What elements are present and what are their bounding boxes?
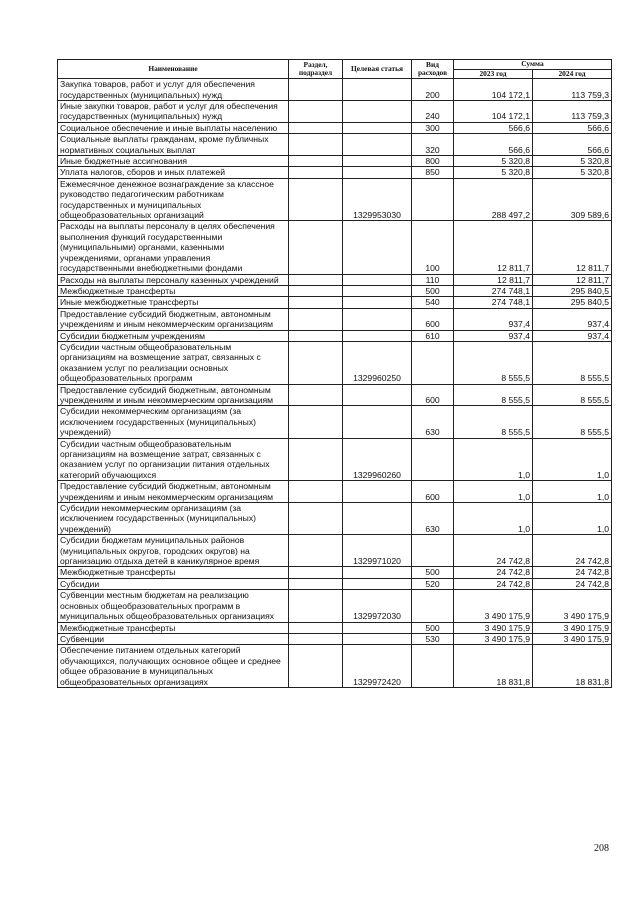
table-row [58, 167, 612, 178]
cell-section [289, 101, 343, 123]
cell-v2023: 3 490 175,9 [454, 590, 533, 622]
cell-name: Субсидии частным общеобразовательным организациям на возмещение затрат, связанных с оказанием услуг по организации питания отдельных категорий обучающихся [58, 438, 289, 481]
cell-target [343, 622, 412, 633]
table-row [58, 503, 612, 535]
table-row [58, 330, 612, 341]
table-row [58, 622, 612, 633]
table-row [58, 156, 612, 167]
cell-name: Субсидии некоммерческим организациям (за исключением государственных (муниципальных) учреждений) [58, 406, 289, 438]
cell-section [289, 341, 343, 384]
header-row [58, 60, 612, 70]
table-row [58, 134, 612, 156]
cell-v2023: 24 742,8 [454, 567, 533, 578]
cell-v2023: 1,0 [454, 503, 533, 535]
cell-v2023: 104 172,1 [454, 79, 533, 101]
cell-type [412, 178, 454, 221]
header-2023: 2023 год [454, 69, 533, 79]
cell-type: 320 [412, 134, 454, 156]
cell-v2024: 5 320,8 [533, 167, 612, 178]
cell-name: Субсидии [58, 578, 289, 589]
table-body [58, 79, 612, 688]
cell-v2024: 12 811,7 [533, 221, 612, 274]
cell-type: 630 [412, 503, 454, 535]
cell-type: 300 [412, 122, 454, 133]
cell-v2023: 5 320,8 [454, 167, 533, 178]
cell-type: 200 [412, 79, 454, 101]
cell-v2023: 12 811,7 [454, 221, 533, 274]
cell-target [343, 285, 412, 296]
cell-v2024: 24 742,8 [533, 567, 612, 578]
cell-v2024: 24 742,8 [533, 535, 612, 567]
cell-section [289, 221, 343, 274]
cell-v2024: 937,4 [533, 308, 612, 330]
cell-v2024: 8 555,5 [533, 341, 612, 384]
cell-v2024: 24 742,8 [533, 578, 612, 589]
cell-v2023: 8 555,5 [454, 341, 533, 384]
cell-target [343, 167, 412, 178]
cell-name: Расходы на выплаты персоналу казенных учреждений [58, 274, 289, 285]
cell-v2024: 3 490 175,9 [533, 622, 612, 633]
cell-v2024: 1,0 [533, 438, 612, 481]
cell-section [289, 122, 343, 133]
table-row [58, 384, 612, 406]
table-row [58, 274, 612, 285]
cell-type: 850 [412, 167, 454, 178]
cell-v2023: 12 811,7 [454, 274, 533, 285]
cell-name: Предоставление субсидий бюджетным, автономным учреждениям и иным некоммерческим организациям [58, 481, 289, 503]
cell-target [343, 567, 412, 578]
table-row [58, 341, 612, 384]
cell-type [412, 535, 454, 567]
cell-v2024: 12 811,7 [533, 274, 612, 285]
cell-section [289, 578, 343, 589]
cell-v2024: 18 831,8 [533, 645, 612, 688]
table-row [58, 308, 612, 330]
cell-name: Расходы на выплаты персоналу в целях обеспечения выполнения функций государственными (муниципальными) органами, казенными учреждениями, органами управления государственными внебюджетными фондами [58, 221, 289, 274]
cell-section [289, 481, 343, 503]
cell-section [289, 285, 343, 296]
cell-v2024: 309 589,6 [533, 178, 612, 221]
cell-name: Субвенции [58, 633, 289, 644]
cell-type: 800 [412, 156, 454, 167]
cell-v2024: 3 490 175,9 [533, 590, 612, 622]
cell-target: 1329972420 [343, 645, 412, 688]
cell-target [343, 578, 412, 589]
cell-name: Иные межбюджетные трансферты [58, 297, 289, 308]
table-row [58, 285, 612, 296]
cell-type [412, 438, 454, 481]
cell-section [289, 308, 343, 330]
cell-section [289, 79, 343, 101]
cell-target [343, 156, 412, 167]
cell-type: 240 [412, 101, 454, 123]
cell-target [343, 101, 412, 123]
cell-section [289, 274, 343, 285]
table-row [58, 645, 612, 688]
cell-type: 530 [412, 633, 454, 644]
table-row [58, 101, 612, 123]
cell-type: 630 [412, 406, 454, 438]
cell-v2024: 5 320,8 [533, 156, 612, 167]
cell-section [289, 633, 343, 644]
cell-v2023: 5 320,8 [454, 156, 533, 167]
cell-v2023: 8 555,5 [454, 384, 533, 406]
cell-type: 600 [412, 308, 454, 330]
cell-target [343, 308, 412, 330]
cell-v2023: 566,6 [454, 134, 533, 156]
cell-section [289, 590, 343, 622]
cell-target: 1329953030 [343, 178, 412, 221]
cell-target: 1329971020 [343, 535, 412, 567]
table-row [58, 122, 612, 133]
cell-v2024: 295 840,5 [533, 285, 612, 296]
table-row [58, 438, 612, 481]
cell-target [343, 221, 412, 274]
cell-v2023: 24 742,8 [454, 535, 533, 567]
cell-type: 500 [412, 567, 454, 578]
cell-v2023: 1,0 [454, 481, 533, 503]
cell-name: Субвенции местным бюджетам на реализацию основных общеобразовательных программ в муниципальных общеобразовательных организациях [58, 590, 289, 622]
cell-type: 110 [412, 274, 454, 285]
cell-section [289, 134, 343, 156]
cell-name: Иные бюджетные ассигнования [58, 156, 289, 167]
cell-name: Межбюджетные трансферты [58, 285, 289, 296]
cell-name: Уплата налогов, сборов и иных платежей [58, 167, 289, 178]
cell-v2024: 8 555,5 [533, 384, 612, 406]
cell-v2023: 288 497,2 [454, 178, 533, 221]
table-row [58, 535, 612, 567]
cell-target [343, 406, 412, 438]
cell-target [343, 481, 412, 503]
cell-target [343, 122, 412, 133]
cell-target [343, 274, 412, 285]
table-row [58, 79, 612, 101]
cell-section [289, 503, 343, 535]
header-target: Целевая статья [343, 60, 412, 79]
cell-type [412, 645, 454, 688]
cell-v2023: 104 172,1 [454, 101, 533, 123]
cell-section [289, 645, 343, 688]
cell-v2023: 18 831,8 [454, 645, 533, 688]
cell-section [289, 406, 343, 438]
cell-name: Социальное обеспечение и иные выплаты населению [58, 122, 289, 133]
cell-target [343, 134, 412, 156]
header-type: Вид расходов [412, 60, 454, 79]
cell-v2024: 113 759,3 [533, 101, 612, 123]
cell-target [343, 79, 412, 101]
cell-v2023: 3 490 175,9 [454, 622, 533, 633]
page-number: 208 [594, 843, 609, 854]
cell-name: Закупка товаров, работ и услуг для обеспечения государственных (муниципальных) нужд [58, 79, 289, 101]
cell-section [289, 622, 343, 633]
cell-name: Иные закупки товаров, работ и услуг для обеспечения государственных (муниципальных) нужд [58, 101, 289, 123]
cell-section [289, 156, 343, 167]
cell-v2024: 8 555,5 [533, 406, 612, 438]
cell-v2024: 937,4 [533, 330, 612, 341]
cell-v2024: 1,0 [533, 481, 612, 503]
cell-type [412, 590, 454, 622]
cell-section [289, 384, 343, 406]
cell-v2023: 8 555,5 [454, 406, 533, 438]
cell-v2023: 1,0 [454, 438, 533, 481]
budget-table [57, 59, 612, 688]
cell-type: 540 [412, 297, 454, 308]
cell-v2023: 274 748,1 [454, 285, 533, 296]
cell-v2024: 113 759,3 [533, 79, 612, 101]
cell-target [343, 503, 412, 535]
cell-section [289, 567, 343, 578]
cell-v2023: 24 742,8 [454, 578, 533, 589]
cell-v2024: 3 490 175,9 [533, 633, 612, 644]
cell-name: Обеспечение питанием отдельных категорий обучающихся, получающих основное общее и среднее общее образование в муниципальных общеобразовательных организациях [58, 645, 289, 688]
cell-v2023: 937,4 [454, 330, 533, 341]
cell-name: Субсидии бюджетам муниципальных районов (муниципальных округов, городских округов) на организацию отдыха детей в каникулярное время [58, 535, 289, 567]
table-row [58, 481, 612, 503]
cell-v2024: 566,6 [533, 134, 612, 156]
cell-type: 600 [412, 384, 454, 406]
cell-v2023: 3 490 175,9 [454, 633, 533, 644]
cell-target [343, 330, 412, 341]
cell-section [289, 297, 343, 308]
cell-section [289, 535, 343, 567]
cell-type: 600 [412, 481, 454, 503]
cell-v2024: 566,6 [533, 122, 612, 133]
cell-target: 1329960260 [343, 438, 412, 481]
cell-v2023: 566,6 [454, 122, 533, 133]
cell-name: Предоставление субсидий бюджетным, автономным учреждениям и иным некоммерческим организациям [58, 308, 289, 330]
cell-target [343, 633, 412, 644]
header-sum: Сумма [454, 60, 612, 70]
table-row [58, 578, 612, 589]
header-name: Наименование [58, 60, 289, 79]
table-row [58, 221, 612, 274]
cell-target: 1329972030 [343, 590, 412, 622]
cell-target [343, 297, 412, 308]
cell-name: Субсидии некоммерческим организациям (за исключением государственных (муниципальных) учреждений) [58, 503, 289, 535]
cell-v2023: 274 748,1 [454, 297, 533, 308]
cell-name: Субсидии частным общеобразовательным организациям на возмещение затрат, связанных с оказанием услуг по реализации основных общеобразовательных программ [58, 341, 289, 384]
cell-type: 500 [412, 285, 454, 296]
table-row [58, 406, 612, 438]
cell-section [289, 178, 343, 221]
cell-v2023: 937,4 [454, 308, 533, 330]
cell-type [412, 341, 454, 384]
cell-target [343, 384, 412, 406]
cell-target: 1329960250 [343, 341, 412, 384]
cell-type: 100 [412, 221, 454, 274]
cell-section [289, 167, 343, 178]
header-section: Раздел, подраздел [289, 60, 343, 79]
cell-type: 500 [412, 622, 454, 633]
cell-type: 520 [412, 578, 454, 589]
cell-name: Межбюджетные трансферты [58, 567, 289, 578]
cell-section [289, 330, 343, 341]
cell-type: 610 [412, 330, 454, 341]
cell-name: Предоставление субсидий бюджетным, автономным учреждениям и иным некоммерческим организациям [58, 384, 289, 406]
cell-v2024: 295 840,5 [533, 297, 612, 308]
cell-name: Субсидии бюджетным учреждениям [58, 330, 289, 341]
table-row [58, 178, 612, 221]
table-row [58, 633, 612, 644]
table-row [58, 567, 612, 578]
table-row [58, 590, 612, 622]
cell-v2024: 1,0 [533, 503, 612, 535]
header-2024: 2024 год [533, 69, 612, 79]
table-row [58, 297, 612, 308]
cell-name: Социальные выплаты гражданам, кроме публичных нормативных социальных выплат [58, 134, 289, 156]
cell-name: Ежемесячное денежное вознаграждение за классное руководство педагогическим работникам государственных и муниципальных общеобразовательных организаций [58, 178, 289, 221]
cell-name: Межбюджетные трансферты [58, 622, 289, 633]
cell-section [289, 438, 343, 481]
